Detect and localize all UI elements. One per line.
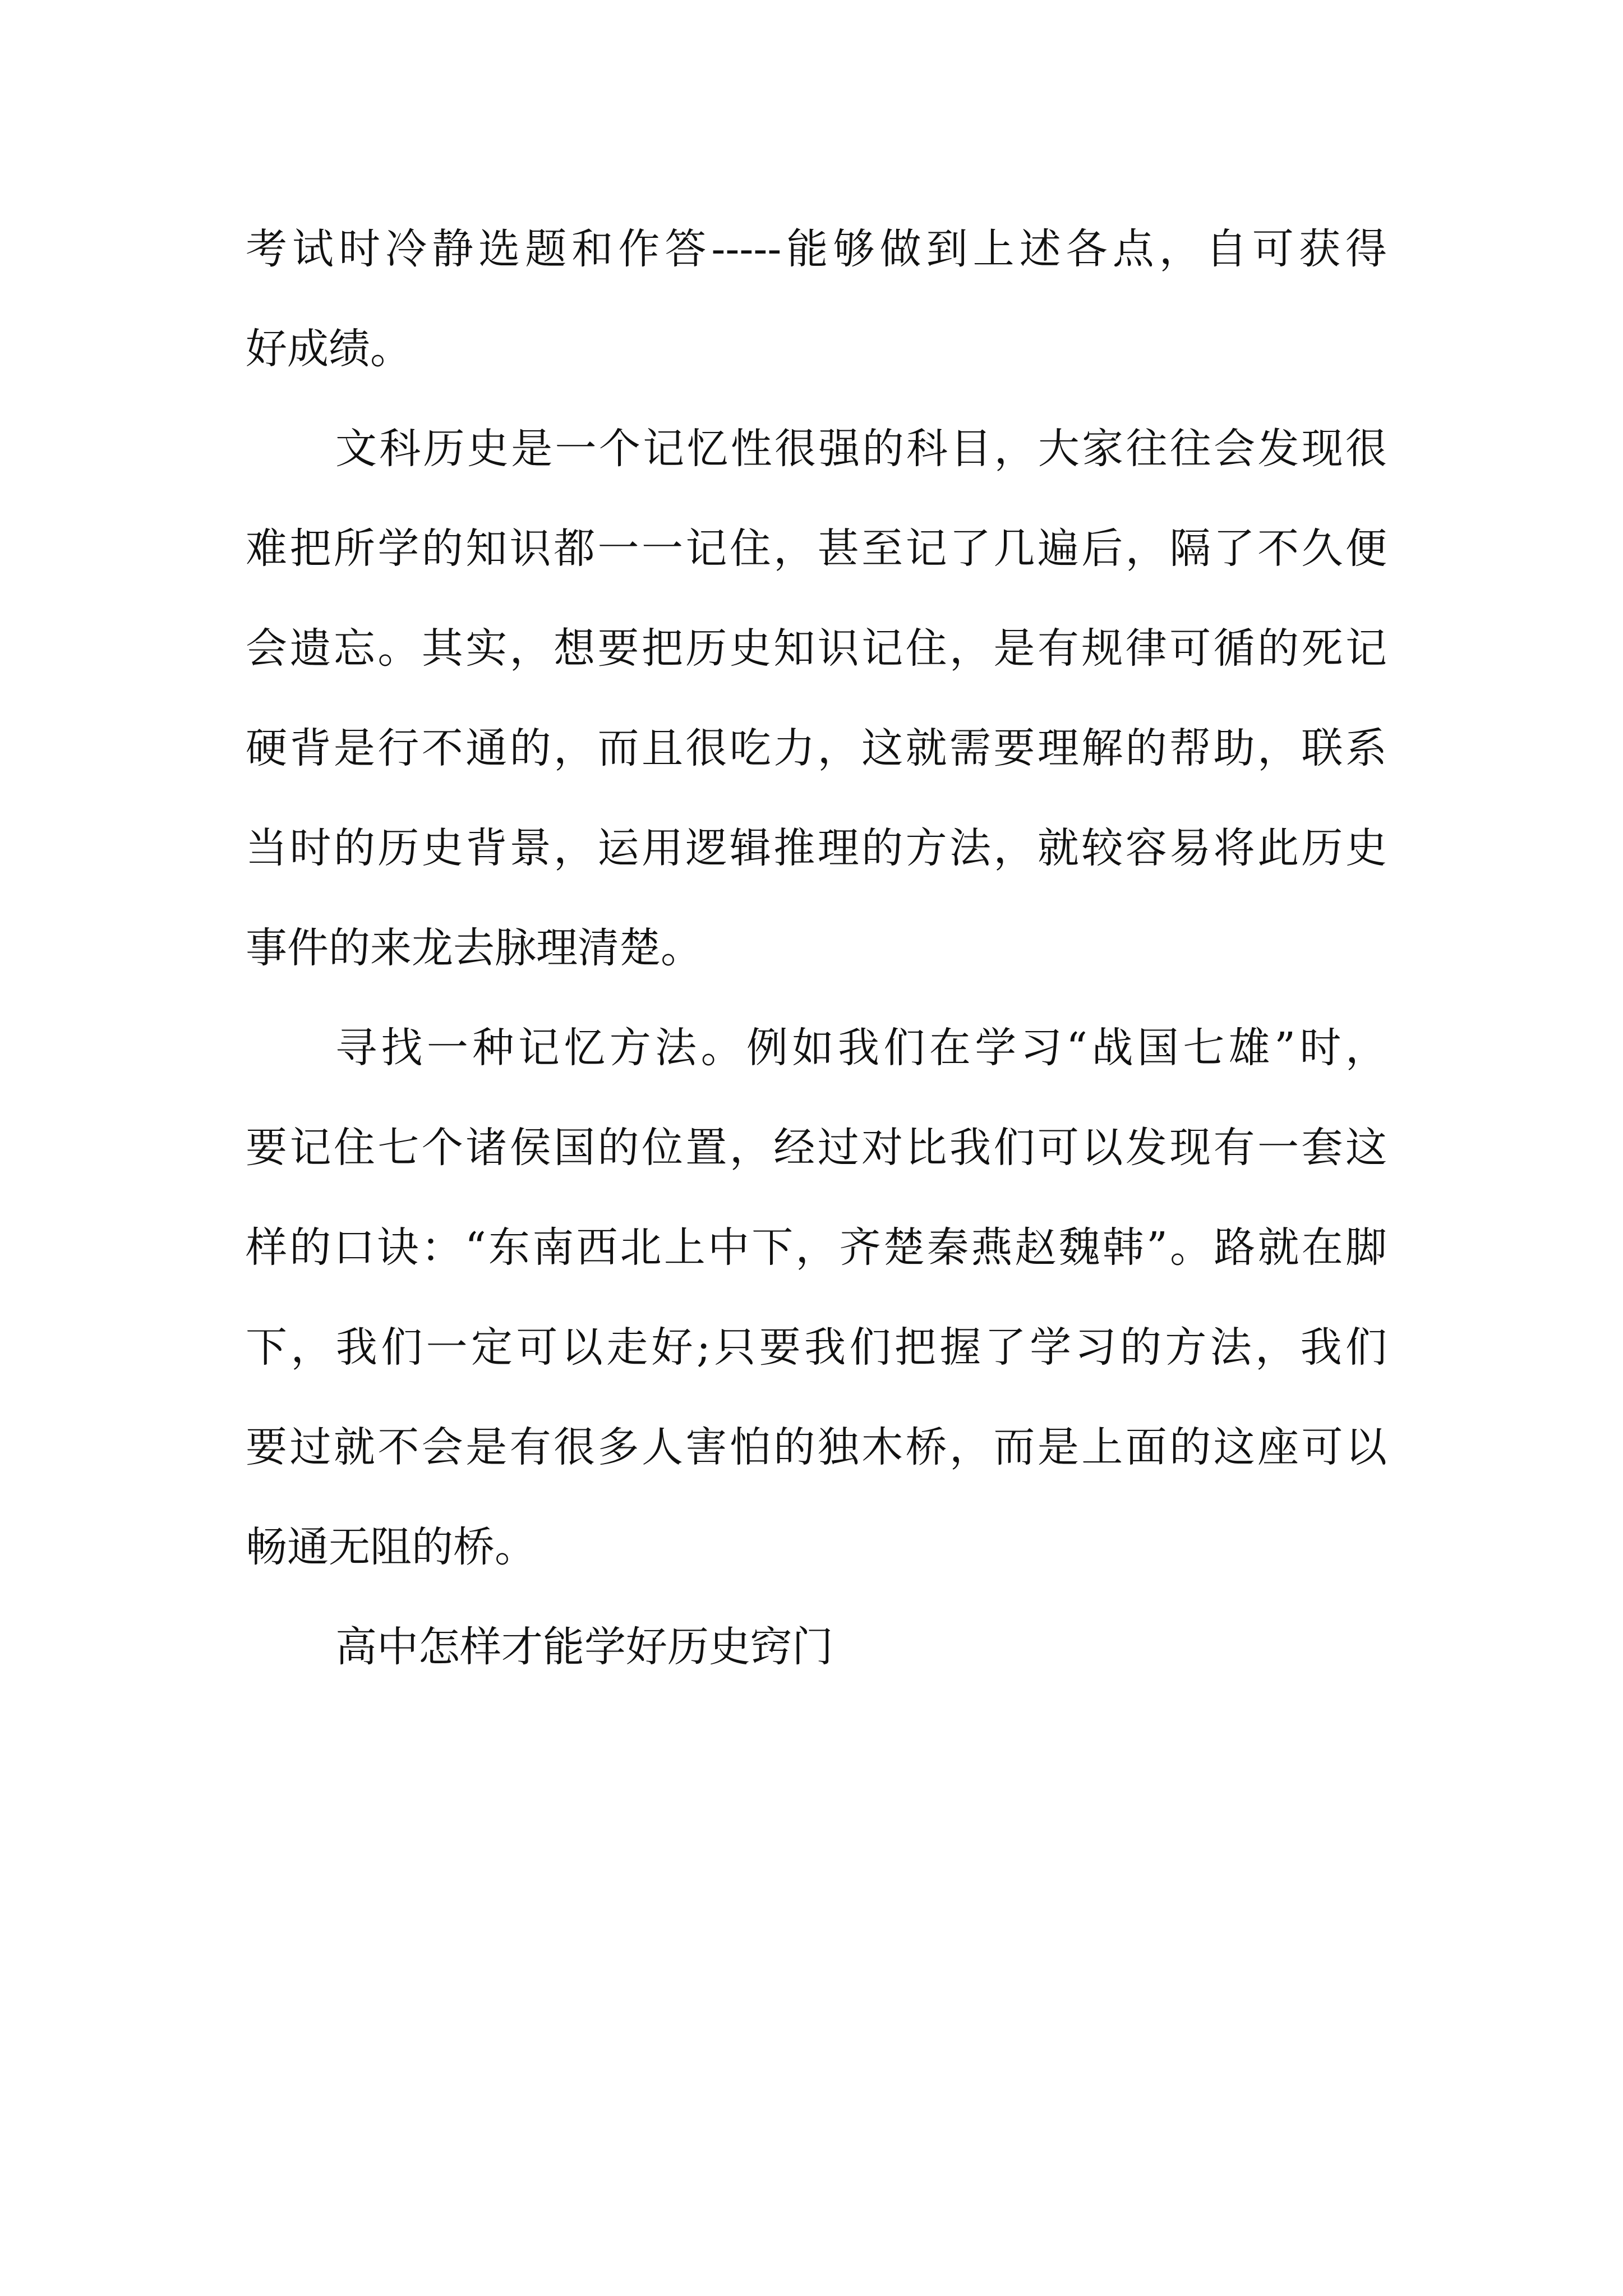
text-line: 要过就不会是有很多人害怕的独木桥，而是上面的这座可以 — [246, 1423, 1387, 1471]
paragraph-first-line: 文科历史是一个记忆性很强的科目，大家往往会发现很 — [335, 425, 1387, 473]
section-heading: 高中怎样才能学好历史窍门 — [335, 1623, 833, 1671]
text-line: 要记住七个诸侯国的位置，经过对比我们可以发现有一套这 — [246, 1124, 1387, 1172]
text-line: 事件的来龙去脉理清楚。 — [246, 924, 702, 972]
text-line: 样的口诀：“东南西北上中下，齐楚秦燕赵魏韩”。路就在脚 — [246, 1223, 1387, 1272]
text-line: 难把所学的知识都一一记住，甚至记了几遍后，隔了不久便 — [246, 524, 1387, 573]
text-line: 当时的历史背景，运用逻辑推理的方法，就较容易将此历史 — [246, 824, 1387, 872]
paragraph-first-line: 寻找一种记忆方法。例如我们在学习“战国七雄”时， — [335, 1024, 1387, 1072]
text-line: 下，我们一定可以走好;只要我们把握了学习的方法，我们 — [246, 1323, 1387, 1372]
text-line: 会遗忘。其实，想要把历史知识记住，是有规律可循的死记 — [246, 624, 1387, 673]
text-line: 好成绩。 — [246, 325, 412, 373]
text-line: 畅通无阻的桥。 — [246, 1523, 536, 1571]
text-line: 硬背是行不通的，而且很吃力，这就需要理解的帮助，联系 — [246, 724, 1387, 772]
text-line: 考试时冷静选题和作答-----能够做到上述各点，自可获得 — [246, 225, 1387, 273]
body-text — [246, 199, 1387, 1697]
